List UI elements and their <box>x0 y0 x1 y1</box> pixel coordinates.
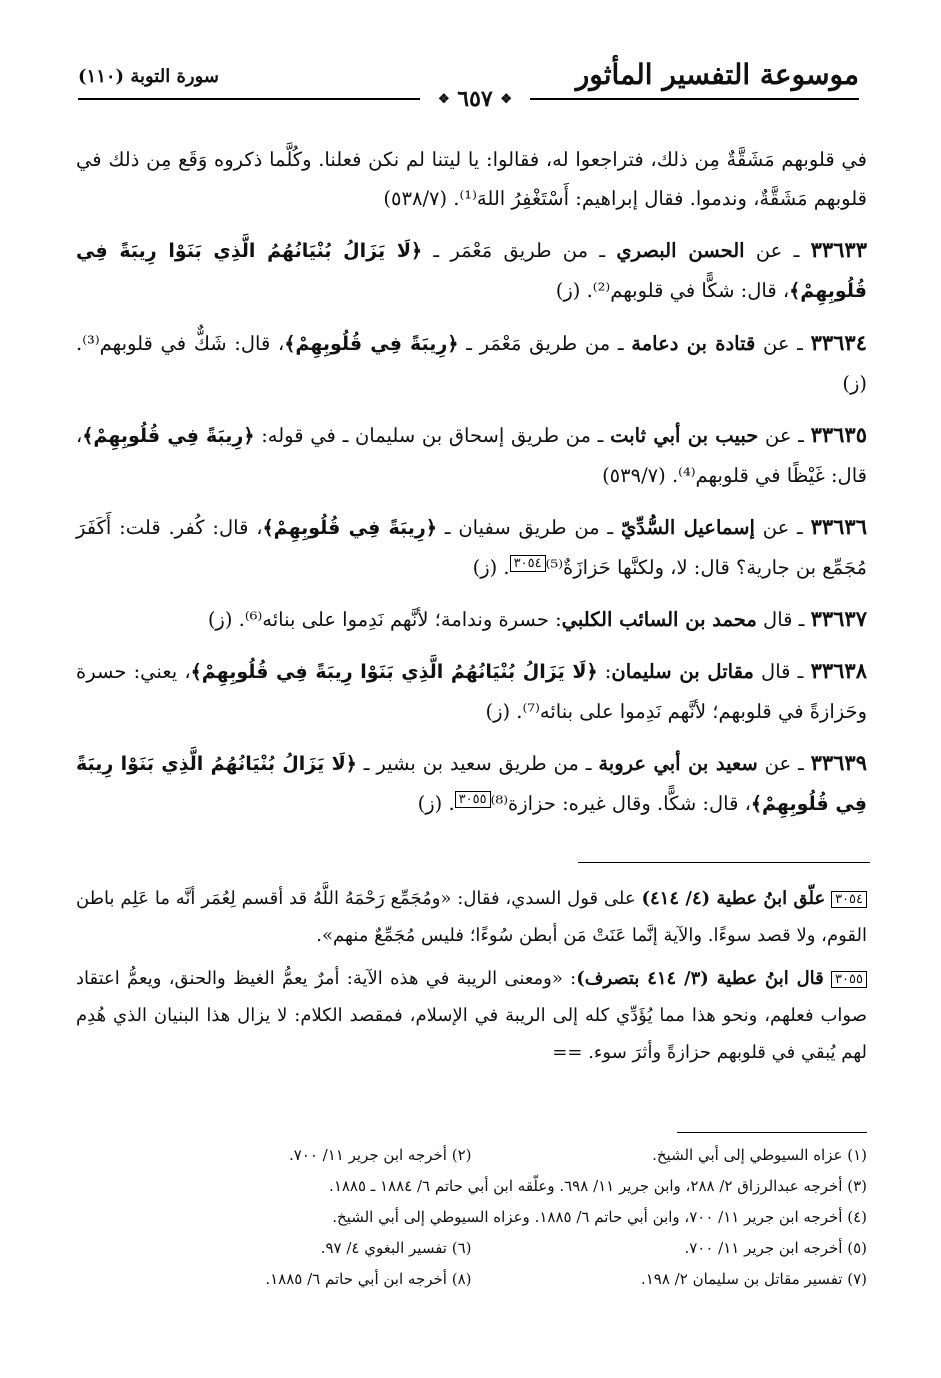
narration-number: ٣٣٦٣٦ <box>810 514 867 539</box>
book-title: موسوعة التفسير المأثور <box>575 58 859 91</box>
quran-verse: ﴿رِيبَةً فِي قُلُوبِهِمْ﴾ <box>262 517 437 539</box>
narration-33636 <box>76 507 867 587</box>
narration-33637 <box>76 599 867 639</box>
narrator-name: سعيد بن أبي عروبة <box>598 752 758 775</box>
commentary-separator <box>578 862 870 863</box>
footnote-6: (٦) تفسير البغوي ٤/ ٩٧. <box>320 1239 472 1257</box>
narration-number: ٣٣٦٣٨ <box>810 658 867 683</box>
commentary-3054 <box>76 880 867 954</box>
narration-pre: ـ عن <box>754 516 811 539</box>
footnote-row <box>76 1140 867 1171</box>
ornament-icon: ❖ <box>437 92 450 107</box>
narration-33638 <box>76 651 867 731</box>
footnote-1: (١) عزاه السيوطي إلى أبي الشيخ. <box>652 1146 867 1164</box>
narrator-name: الحسن البصري <box>616 239 745 262</box>
commentary-3055 <box>76 960 867 1071</box>
commentary-lead: قال ابنُ عطية (٣/ ٤١٤ بتصرف) <box>576 968 824 989</box>
narration-chain: ـ من طريق إسحاق بن سليمان ـ في قوله: <box>254 424 611 447</box>
quran-verse: ﴿لَا يَزَالُ بُنْيَانُهُمُ الَّذِي بَنَوْا رِيبَةً فِي قُلُوبِهِمْ﴾ <box>76 240 867 302</box>
narration-chain: ـ من طريق مَعْمَر ـ <box>458 332 632 355</box>
commentary-ref-box[interactable]: ٣٠٥٥ <box>455 791 491 808</box>
narration-pre: ـ عن <box>758 424 811 447</box>
footnote-row <box>76 1233 867 1264</box>
quran-verse: ﴿لَا يَزَالُ بُنْيَانُهُمُ الَّذِي بَنَوْا رِيبَةً فِي قُلُوبِهِمْ﴾ <box>190 661 598 683</box>
narrator-name: قتادة بن دعامة <box>631 332 756 355</box>
narration-number: ٣٣٦٣٥ <box>810 422 867 447</box>
footnote-row <box>76 1264 867 1295</box>
commentary-number-box: ٣٠٥٤ <box>831 891 867 908</box>
paragraph-text: في قلوبهم مَشَقَّةٌ مِن ذلك، فتراجعوا له، فقالوا: يا ليتنا لم نكن فعلنا. وكُلَّما ذكروه وَقَع مِن ذلك في قلوبهم مَشَقَّةٌ، وندموا. فقال إبراهيم: أَسْتَغْفِرُ اللهَ⁽¹⁾. (٥٣٨/٧) <box>76 148 867 210</box>
footnote-8: (٨) أخرجه ابن أبي حاتم ٦/ ١٨٨٥. <box>265 1270 472 1288</box>
narration-pre: ـ قال <box>753 660 811 683</box>
narrator-name: مقاتل بن سليمان <box>611 660 754 683</box>
narration-pre: ـ عن <box>757 752 811 775</box>
narration-tail: حسرة وندامة؛ لأنَّهم نَدِموا على بنائه⁽⁶⁾. (ز) <box>207 608 549 631</box>
commentary-section <box>76 880 867 1077</box>
narration-33635 <box>76 415 867 495</box>
narration-number: ٣٣٦٣٣ <box>810 237 867 262</box>
narration-pre: ـ عن <box>755 332 811 355</box>
main-text <box>76 140 867 836</box>
footnotes <box>76 1140 867 1295</box>
commentary-lead: علّق ابنُ عطية (٤/ ٤١٤) <box>641 888 826 909</box>
ornament-icon: ❖ <box>500 92 513 107</box>
paragraph-continuation <box>76 140 867 218</box>
footnote-5: (٥) أخرجه ابن جرير ١١/ ٧٠٠. <box>684 1239 867 1257</box>
footnote-row <box>76 1202 867 1233</box>
narration-chain: ـ من طريق سفيان ـ <box>436 516 621 539</box>
narration-number: ٣٣٦٣٩ <box>810 750 867 775</box>
commentary-number-box: ٣٠٥٥ <box>831 971 867 988</box>
footnote-row <box>76 1171 867 1202</box>
footnote-7: (٧) تفسير مقاتل بن سليمان ٢/ ١٩٨. <box>640 1270 867 1288</box>
narrator-name: محمد بن السائب الكلبي <box>561 608 757 631</box>
narration-number: ٣٣٦٣٤ <box>810 330 867 355</box>
narration-tail: ، قال: شكًّا. وقال غيره: حزازة⁽⁸⁾ <box>490 792 751 815</box>
narration-33633 <box>76 230 867 311</box>
quran-verse: ﴿رِيبَةً فِي قُلُوبِهِمْ﴾ <box>82 425 255 447</box>
footnote-3: (٣) أخرجه عبدالرزاق ٢/ ٢٨٨، وابن جرير ١١/ ٦٩٨. وعلّقه ابن أبي حاتم ٦/ ١٨٨٤ ـ ١٨٨٥. <box>329 1177 867 1195</box>
narration-number: ٣٣٦٣٧ <box>810 606 867 631</box>
page-number-text: ٦٥٧ <box>457 86 493 112</box>
narration-tail: ، قال: كُفر. قلت: أَكَفَرَ مُجَمِّع بن جارية؟ قال: لا، ولكنَّها حَزازَةٌ⁽⁵⁾ <box>76 516 867 579</box>
commentary-text: : «ومعنى الريبة في هذه الآية: أمرٌ يعمُّ الغيظ والحنق، ويعمُّ اعتقاد صواب فعلهم، ونحو هذا مما يُؤَدِّي كله إلى الريبة في الإسلام، فمقصد الكلام: لا يزال هذا البنيان الذي هُدِم لهم يُبقي في قلوبهم حزازةً وأثرَ سوء. == <box>76 968 867 1063</box>
narration-tail: ، قال: شكًّا في قلوبهم⁽²⁾. (ز) <box>555 279 790 302</box>
commentary-ref-box[interactable]: ٣٠٥٤ <box>510 555 546 572</box>
narration-pre: ـ عن <box>744 239 811 262</box>
page-number <box>420 86 530 112</box>
surah-label: سورة التوبة (١١٠) <box>78 66 219 87</box>
quran-verse: ﴿لَا يَزَالُ بُنْيَانُهُمُ الَّذِي بَنَوْا رِيبَةً فِي قُلُوبِهِمْ﴾ <box>76 753 867 815</box>
narration-33634 <box>76 323 867 403</box>
narration-tail: ، يعني: حسرة وحَزازةً في قلوبهم؛ لأنَّهم نَدِموا على بنائه⁽⁷⁾. (ز) <box>76 660 867 723</box>
narration-pre: ـ قال <box>756 608 811 631</box>
narration-chain: ـ من طريق مَعْمَر ـ <box>422 239 617 262</box>
narration-tail: ، قال: غَيْظًا في قلوبهم⁽⁴⁾. (٥٣٩/٧) <box>76 424 867 487</box>
narration-chain: : <box>548 608 562 631</box>
narrator-name: حبيب بن أبي ثابت <box>610 424 759 447</box>
narrator-name: إسماعيل السُّدِّيّ <box>620 516 755 539</box>
footnote-rule <box>677 1132 867 1133</box>
narration-chain: ـ من طريق سعيد بن بشير ـ <box>356 752 599 775</box>
narration-33639 <box>76 743 867 824</box>
narration-end: . (ز) <box>472 556 510 579</box>
narration-chain: : <box>597 660 612 683</box>
footnote-2: (٢) أخرجه ابن جرير ١١/ ٧٠٠. <box>288 1146 472 1164</box>
footnote-4: (٤) أخرجه ابن جرير ١١/ ٧٠٠، وابن أبي حاتم ٦/ ١٨٨٥. وعزاه السيوطي إلى أبي الشيخ. <box>332 1208 867 1226</box>
quran-verse: ﴿رِيبَةً فِي قُلُوبِهِمْ﴾ <box>284 333 459 355</box>
commentary-text: على قول السدي، فقال: «ومُجَمِّع رَحْمَهُ اللَّهُ قد أقسم لِعُمَر أنَّه ما عَلِم باطن القوم، ولا قصد سوءًا. والآية إنَّما عَنَتْ مَن أبطن سُوءًا؛ فليس مُجَمِّعٌ منهم». <box>76 888 867 946</box>
narration-end: . (ز) <box>417 792 455 815</box>
narration-tail: ، قال: شَكٌّ في قلوبهم⁽³⁾. (ز) <box>76 332 867 395</box>
